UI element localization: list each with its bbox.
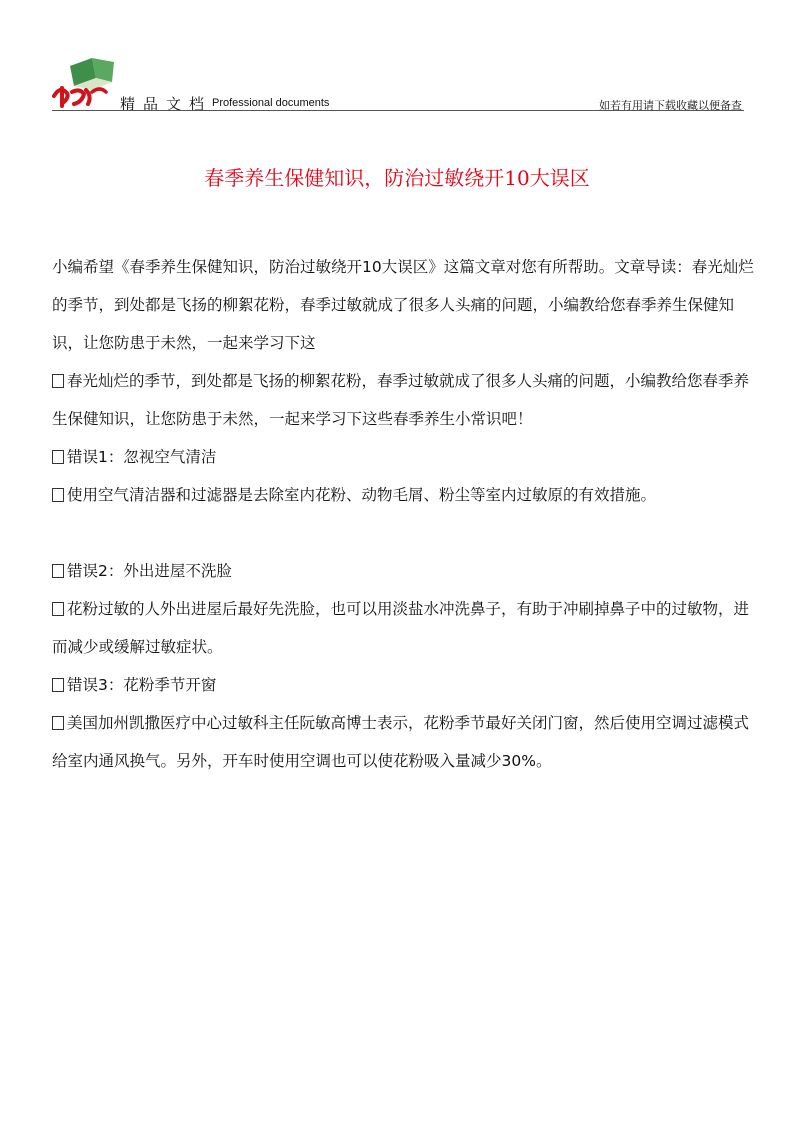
paragraph-text: 春光灿烂的季节，到处都是飞扬的柳絮花粉，春季过敏就成了很多人头痛的问题，小编教给您春季养生保健知识，让您防患于未然，一起来学习下这些春季养生小常识吧！ [52,372,750,428]
body-paragraph [52,362,764,438]
body-paragraph [52,704,764,780]
document-body [52,248,764,780]
brand-subtitle: Professional documents [212,97,330,109]
body-paragraph [52,476,764,514]
missing-glyph-box-icon [52,488,64,502]
missing-glyph-box-icon [52,450,64,464]
header-divider [52,110,744,111]
missing-glyph-box-icon [52,564,64,578]
missing-glyph-box-icon [52,716,64,730]
intro-paragraph [52,248,764,362]
heading-text: 错误1：忽视空气清洁 [67,448,217,466]
missing-glyph-box-icon [52,602,64,616]
document-title: 春季养生保健知识，防治过敏绕开10大误区 [204,166,590,190]
section-heading [52,438,764,476]
section-heading [52,666,764,704]
section-heading [52,552,764,590]
brand-title: 精品文档 [120,95,213,113]
header-download-note: 如若有用请下载收藏以便备查 [599,99,742,112]
paragraph-text: 小编希望《春季养生保健知识，防治过敏绕开10大误区》这篇文章对您有所帮助。文章导读：春光灿烂的季节，到处都是飞扬的柳絮花粉，春季过敏就成了很多人头痛的问题，小编教给您春季养生保健知识，让您防患于未然，一起来学习下这 [52,258,754,352]
missing-glyph-box-icon [52,678,64,692]
paragraph-text: 花粉过敏的人外出进屋后最好先洗脸，也可以用淡盐水冲洗鼻子，有助于冲刷掉鼻子中的过敏物，进而减少或缓解过敏症状。 [52,600,750,656]
heading-text: 错误3：花粉季节开窗 [67,676,217,694]
heading-text: 错误2：外出进屋不洗脸 [67,562,232,580]
missing-glyph-box-icon [52,374,64,388]
paragraph-text: 使用空气清洁器和过滤器是去除室内花粉、动物毛屑、粉尘等室内过敏原的有效措施。 [67,486,657,504]
page-header [0,0,794,120]
paragraph-text: 美国加州凯撒医疗中心过敏科主任阮敏高博士表示，花粉季节最好关闭门窗，然后使用空调过滤模式给室内通风换气。另外，开车时使用空调也可以使花粉吸入量减少30%。 [52,714,750,770]
body-paragraph [52,590,764,666]
